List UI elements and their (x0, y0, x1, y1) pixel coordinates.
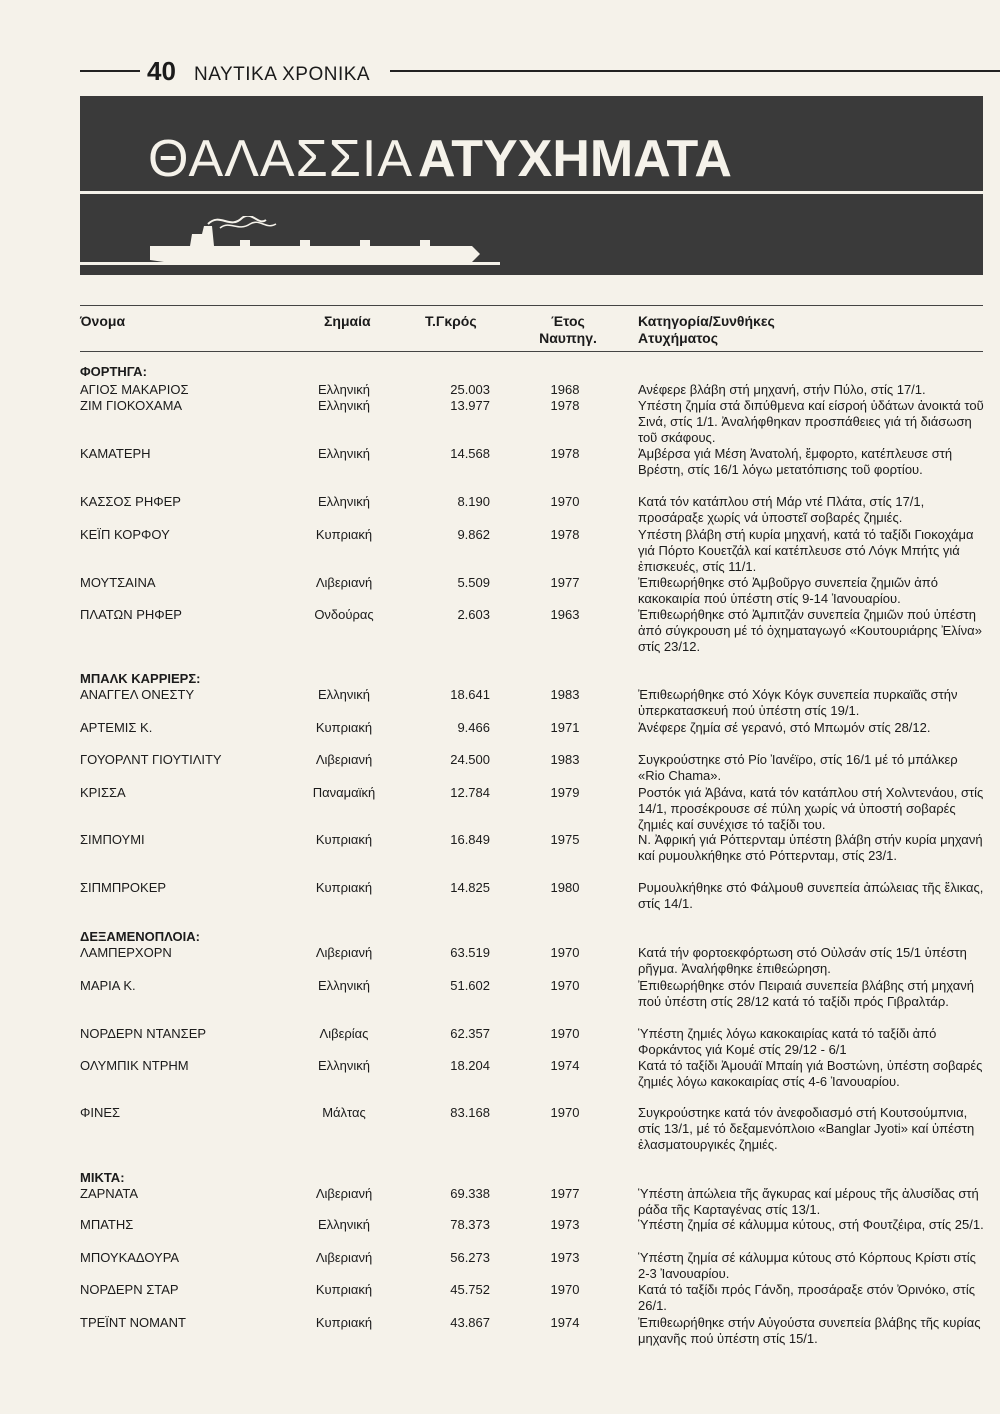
ship-name: ΓΟΥΟΡΛΝΤ ΓΙΟΥΤΙΛΙΤΥ (80, 752, 222, 767)
year-built: 1978 (550, 398, 580, 413)
ship-name: ΚΑΜΑΤΕΡΗ (80, 446, 151, 461)
accident-description: Ροστόκ γιά Ἀβάνα, κατά τόν κατάπλου στή Χολντενάου, στίς 14/1, προσέκρουσε σέ πύλη χωρίς νά ὑποστή σοβαρές ζημιές καί συνέχισε τό ταξίδι του. (638, 785, 984, 832)
year-built: 1963 (550, 607, 580, 622)
section-title: ΜΠΑΛΚ ΚΑΡΡΙΕΡΣ: (80, 671, 201, 686)
ship-flag: Λιβεριανή (315, 945, 373, 960)
column-header-year: Έτος Ναυπηγ. (539, 313, 597, 346)
ship-flag: Ελληνική (317, 494, 371, 509)
year-built: 1979 (550, 785, 580, 800)
gross-tonnage: 16.849 (450, 832, 490, 847)
accident-description: Κατά τήν φορτοεκφόρτωση στό Οὐλσάν στίς 15/1 ὑπέστη ρῆγμα. Ἀναλήφθηκε ἐπιθεώρηση. (638, 945, 967, 976)
gross-tonnage: 24.500 (450, 752, 490, 767)
accident-description: Ἐπιθεωρήθηκε στό Χόγκ Κόγκ συνεπεία πυρκαϊᾶς στήν ὑπερκατασκευή πού ὑπέστη στίς 19/1. (638, 687, 958, 718)
accident-description: Ἀμβέρσα γιά Μέση Ἀνατολή, ἔμφορτο, κατέπλευσε στή Βρέστη, στίς 16/1 λόγω μετατόπισης τοῦ φορτίου. (638, 446, 953, 477)
year-built: 1968 (550, 382, 580, 397)
ship-name: ΚΡΙΣΣΑ (80, 785, 126, 800)
year-built: 1977 (550, 1186, 580, 1201)
ship-flag: Ελληνική (317, 1217, 371, 1232)
gross-tonnage: 51.602 (450, 978, 490, 993)
accident-description: Κατά τό ταξίδι Ἀμουάϊ Μπαίη γιά Βοστώνη, ὑπέστη σοβαρές ζημιές λόγω κακοκαιρίας στίς 4-6 Ἰανουαρίου. (638, 1058, 983, 1089)
ship-name: ΝΟΡΔΕΡΝ ΝΤΑΝΣΕΡ (80, 1026, 207, 1041)
accident-description: Κατά τόν κατάπλου στή Μάρ ντέ Πλάτα, στίς 17/1, προσάραξε χωρίς νά ὑποστεῖ σοβαρές ζημιές. (638, 494, 925, 525)
accident-description: Υπέστη βλάβη στή κυρία μηχανή, κατά τό ταξίδι Γιοκοχάμα γιά Πόρτο Κουετζάλ καί κατέπλευσε στό Λόγκ Μπήτς γιά ἐπισκευές, στίς 11/1. (638, 527, 974, 574)
ship-flag: Λιβερίας (319, 1026, 369, 1041)
gross-tonnage: 69.338 (450, 1186, 490, 1201)
ship-name: ΠΛΑΤΩΝ ΡΗΦΕΡ (80, 607, 182, 622)
ship-name: ΜΟΥΤΣΑΙΝΑ (80, 575, 156, 590)
section-title: ΜΙΚΤΑ: (80, 1170, 125, 1185)
section-title: ΔΕΞΑΜΕΝΟΠΛΟΙΑ: (80, 929, 200, 944)
gross-tonnage: 78.373 (450, 1217, 490, 1232)
accident-description: Ν. Ἀφρική γιά Ρόττερνταμ ὑπέστη βλάβη στήν κυρία μηχανή καί ρυμουλκήθηκε στό Ρόττερνταμ, στίς 23/1. (638, 832, 983, 863)
year-built: 1975 (550, 832, 580, 847)
year-built: 1973 (550, 1217, 580, 1232)
ship-name: ΣΙΠΜΠΡΟΚΕΡ (80, 880, 167, 895)
accident-description: Ἀνέφερε ζημία σέ γερανό, στό Μπωμόν στίς 28/12. (638, 720, 931, 735)
gross-tonnage: 43.867 (450, 1315, 490, 1330)
column-header-category: Κατηγορία/Συνθήκες Ατυχήματος (638, 313, 775, 346)
year-built: 1983 (550, 752, 580, 767)
ship-name: ΦΙΝΕΣ (80, 1105, 121, 1120)
year-built: 1978 (550, 446, 580, 461)
year-built: 1974 (550, 1315, 580, 1330)
accident-description: Ὑπέστη ἀπώλεια τῆς ἄγκυρας καί μέρους τῆς ἁλυσίδας στή ράδα τῆς Καρταγένας στίς 13/1. (638, 1186, 979, 1217)
gross-tonnage: 8.190 (457, 494, 490, 509)
banner-title-bold: ΑΤΥΧΗΜΑΤΑ (418, 130, 732, 188)
column-header-flag: Σημαία (324, 313, 371, 329)
ship-name: ΛΑΜΠΕΡΧΟΡΝ (80, 945, 172, 960)
year-built: 1980 (550, 880, 580, 895)
ship-name: ΝΟΡΔΕΡΝ ΣΤΑΡ (80, 1282, 179, 1297)
ship-flag: Ελληνική (317, 978, 371, 993)
accident-description: Ὑπέστη ζημιές λόγω κακοκαιρίας κατά τό ταξίδι ἀπό Φορκάντος γιά Κομέ στίς 29/12 - 6/1 (638, 1026, 937, 1057)
gross-tonnage: 25.003 (450, 382, 490, 397)
ship-name: ΑΡΤΕΜΙΣ Κ. (80, 720, 153, 735)
gross-tonnage: 9.466 (457, 720, 490, 735)
accident-description: Ρυμουλκήθηκε στό Φάλμουθ συνεπεία ἀπώλειας τῆς ἕλικας, στίς 14/1. (638, 880, 984, 911)
accident-description: Ανέφερε βλάβη στή μηχανή, στήν Πύλο, στίς 17/1. (638, 382, 926, 397)
accident-description: Συγκρούστηκε κατά τόν ἀνεφοδιασμό στή Κουτσούμπνια, στίς 13/1, μέ τό δεξαμενόπλοιο «Banglar Jyoti» καί ὑπέστη ἐλασματουργικές ζημιές. (638, 1105, 975, 1152)
accident-description: Ἐπιθεωρήθηκε στόν Πειραιά συνεπεία βλάβης στή μηχανή πού ὑπέστη στίς 28/12 κατά τό ταξίδι πρός Γιβραλτάρ. (638, 978, 974, 1009)
year-built: 1977 (550, 575, 580, 590)
gross-tonnage: 5.509 (457, 575, 490, 590)
gross-tonnage: 83.168 (450, 1105, 490, 1120)
accident-description: Κατά τό ταξίδι πρός Γάνδη, προσάραξε στόν Ὀρινόκο, στίς 26/1. (638, 1282, 975, 1313)
year-built: 1971 (550, 720, 580, 735)
ship-flag: Λιβεριανή (315, 1250, 373, 1265)
ship-name: ΟΛΥΜΠΙΚ ΝΤΡΗΜ (80, 1058, 189, 1073)
ship-flag: Ελληνική (317, 1058, 371, 1073)
gross-tonnage: 62.357 (450, 1026, 490, 1041)
accident-description: Υπέστη ζημία στά διπύθμενα καί είσροή ὑδάτων ἀνοικτά τοῦ Σινά, στίς 1/1. Ἀναλήφθηκαν προσπάθειες γιά τή διάσωση τοῦ σκάφους. (638, 398, 984, 445)
year-built: 1970 (550, 1282, 580, 1297)
ship-flag: Κυπριακή (315, 527, 373, 542)
ship-flag: Ελληνική (317, 398, 371, 413)
gross-tonnage: 63.519 (450, 945, 490, 960)
accident-description: Ἐπιθεωρήθηκε στήν Αὐγούστα συνεπεία βλάβης τῆς κυρίας μηχανῆς πού ὑπέστη στίς 15/1. (638, 1315, 981, 1346)
ship-name: ΜΑΡΙΑ Κ. (80, 978, 136, 993)
ship-name: ΤΡΕΪΝΤ ΝΟΜΑΝΤ (80, 1315, 186, 1330)
ship-name: ΑΓΙΟΣ ΜΑΚΑΡΙΟΣ (80, 382, 189, 397)
section-title: ΦΟΡΤΗΓΑ: (80, 364, 147, 379)
ship-flag: Παναμαϊκή (312, 785, 376, 800)
page-number: 40 (147, 56, 176, 86)
ship-flag: Λιβεριανή (315, 752, 373, 767)
gross-tonnage: 2.603 (457, 607, 490, 622)
year-built: 1973 (550, 1250, 580, 1265)
year-built: 1970 (550, 1105, 580, 1120)
year-built: 1970 (550, 494, 580, 509)
year-built: 1970 (550, 1026, 580, 1041)
ship-name: ΚΑΣΣΟΣ ΡΗΦΕΡ (80, 494, 181, 509)
banner-title-light: ΘΑΛΑΣΣΙΑ (148, 130, 414, 188)
ship-flag: Λιβεριανή (315, 1186, 373, 1201)
ship-name: ΖΙΜ ΓΙΟΚΟΧΑΜΑ (80, 398, 183, 413)
gross-tonnage: 12.784 (450, 785, 490, 800)
gross-tonnage: 18.641 (450, 687, 490, 702)
gross-tonnage: 14.825 (450, 880, 490, 895)
ship-name: ΜΠΟΥΚΑΔΟΥΡΑ (80, 1250, 180, 1265)
column-header-grt: Τ.Γκρός (425, 313, 477, 329)
ship-name: ΜΠΑΤΗΣ (80, 1217, 134, 1232)
ship-flag: Κυπριακή (315, 832, 373, 847)
ship-flag: Κυπριακή (315, 1315, 373, 1330)
accident-description: Ὑπέστη ζημία σέ κάλυμμα κύτους, στή Φουτζέιρα, στίς 25/1. (638, 1217, 984, 1232)
magazine-title: ΝΑΥΤΙΚΑ ΧΡΟΝΙΚΑ (194, 64, 371, 85)
gross-tonnage: 56.273 (450, 1250, 490, 1265)
gross-tonnage: 18.204 (450, 1058, 490, 1073)
gross-tonnage: 14.568 (450, 446, 490, 461)
gross-tonnage: 13.977 (450, 398, 490, 413)
ship-flag: Κυπριακή (315, 880, 373, 895)
column-header-name: Όνομα (80, 313, 126, 329)
ship-flag: Κυπριακή (315, 720, 373, 735)
gross-tonnage: 45.752 (450, 1282, 490, 1297)
ship-name: ΖΑΡΝΑΤΑ (80, 1186, 139, 1201)
year-built: 1983 (550, 687, 580, 702)
year-built: 1970 (550, 945, 580, 960)
ship-flag: Ελληνική (317, 687, 371, 702)
ship-flag: Μάλτας (322, 1105, 366, 1120)
accident-description: Ἐπιθεωρήθηκε στό Ἀμπιτζάν συνεπεία ζημιῶν πού ὑπέστη ἀπό σύγκρουση μέ τό ὀχηματαγωγό «Κουτουριάρης Ἐλίνα» στίς 23/12. (638, 607, 982, 654)
year-built: 1974 (550, 1058, 580, 1073)
ship-name: ΣΙΜΠΟΥΜΙ (80, 832, 145, 847)
accident-description: Ἐπιθεωρήθηκε στό Ἀμβοῦργο συνεπεία ζημιῶν ἀπό κακοκαιρία πού ὑπέστη στίς 9-14 Ἰανουαρίου. (638, 575, 938, 606)
ship-flag: Ονδούρας (314, 607, 374, 622)
gross-tonnage: 9.862 (457, 527, 490, 542)
ship-flag: Ελληνική (317, 446, 371, 461)
year-built: 1978 (550, 527, 580, 542)
accident-description: Ὑπέστη ζημία σέ κάλυμμα κύτους στό Κόρπους Κρίστι στίς 2-3 Ἰανουαρίου. (638, 1250, 976, 1281)
ship-name: ΑΝΑΓΓΕΛ ΟΝΕΣΤΥ (80, 687, 195, 702)
ship-flag: Λιβεριανή (315, 575, 373, 590)
ship-name: ΚΕΪΠ ΚΟΡΦΟΥ (80, 527, 170, 542)
ship-flag: Ελληνική (317, 382, 371, 397)
year-built: 1970 (550, 978, 580, 993)
ship-flag: Κυπριακή (315, 1282, 373, 1297)
accident-description: Συγκρούστηκε στό Ρίο Ἰανέϊρο, στίς 16/1 μέ τό μπάλκερ «Rio Chama». (638, 752, 958, 783)
